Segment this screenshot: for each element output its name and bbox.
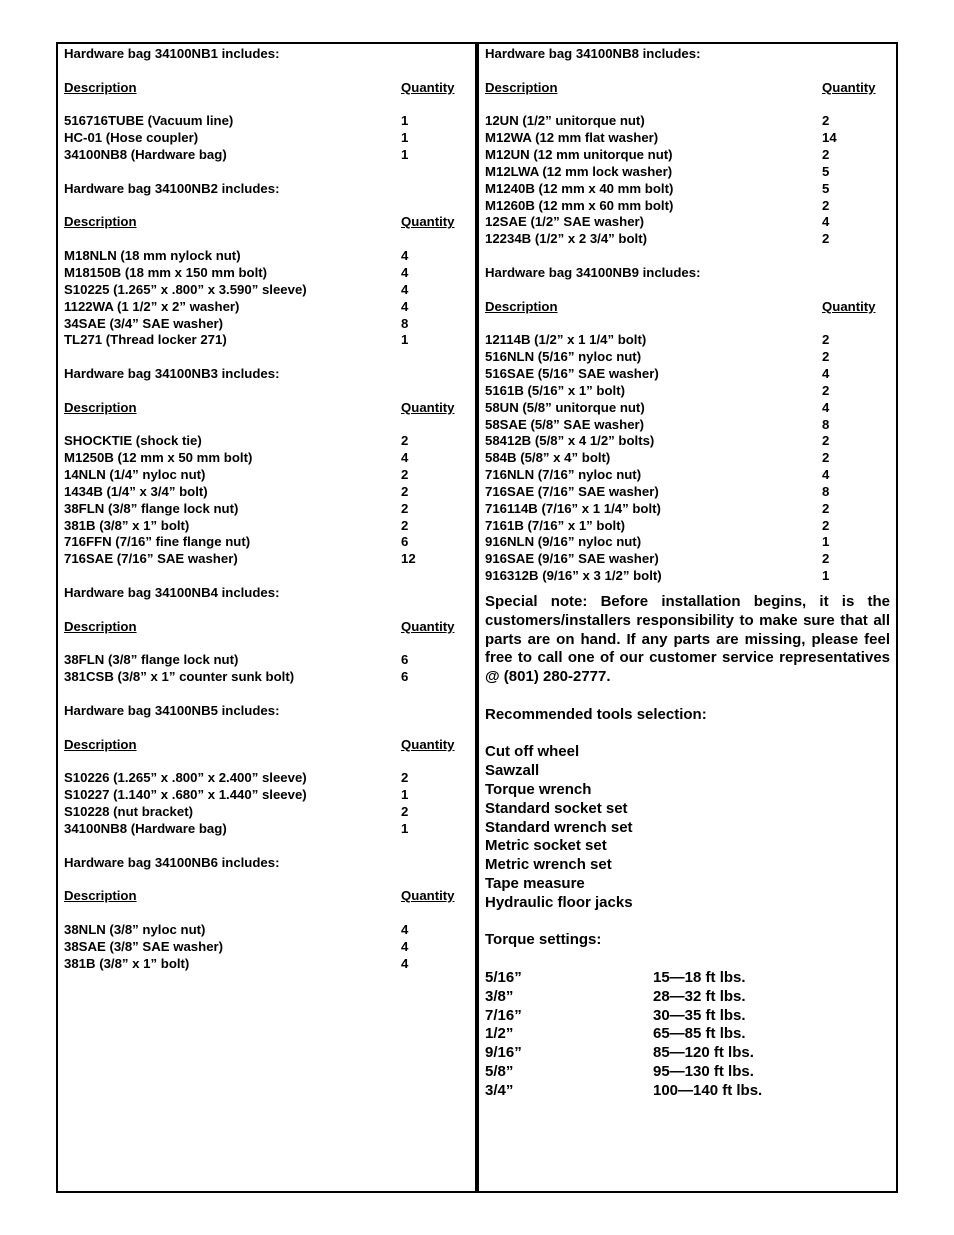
item-quantity: 2 [401, 433, 409, 449]
description-header: Description [64, 618, 137, 634]
quantity-header: Quantity [822, 298, 876, 314]
item-quantity: 8 [822, 483, 830, 499]
list-item [485, 551, 890, 568]
torque-value: 15—18 ft lbs. [653, 968, 746, 986]
item-quantity: 2 [822, 433, 830, 449]
item-description: 381CSB (3/8” x 1” counter sunk bolt) [64, 669, 295, 685]
torque-row [485, 1007, 890, 1026]
list-item [485, 383, 890, 400]
tool-item: Metric wrench set [485, 856, 612, 874]
item-description: 12UN (1/2” unitorque nut) [485, 113, 645, 129]
list-item [64, 821, 464, 838]
item-description: 716SAE (7/16” SAE washer) [64, 551, 238, 567]
item-quantity: 4 [401, 938, 409, 954]
item-quantity: 1 [401, 332, 409, 348]
quantity-header: Quantity [401, 79, 455, 95]
list-item [64, 147, 464, 164]
torque-value: 28—32 ft lbs. [653, 987, 746, 1005]
torque-value: 65—85 ft lbs. [653, 1025, 746, 1043]
item-quantity: 2 [822, 332, 830, 348]
section-title: Hardware bag 34100NB6 includes: [64, 854, 280, 870]
torque-size: 5/16” [485, 968, 522, 986]
list-item [64, 770, 464, 787]
tools-title: Recommended tools selection: [485, 705, 707, 723]
description-header: Description [64, 736, 137, 752]
item-description: HC-01 (Hose coupler) [64, 130, 199, 146]
torque-value: 100—140 ft lbs. [653, 1081, 763, 1099]
item-quantity: 2 [401, 803, 409, 819]
item-description: 5161B (5/16” x 1” bolt) [485, 382, 625, 398]
item-description: M18NLN (18 mm nylock nut) [64, 248, 241, 264]
tool-item: Standard wrench set [485, 818, 633, 836]
item-description: 38SAE (3/8” SAE washer) [64, 938, 224, 954]
item-description: S10225 (1.265” x .800” x 3.590” sleeve) [64, 281, 307, 297]
list-item [485, 568, 890, 585]
hardware-bag-section [64, 46, 464, 181]
list-item [64, 248, 464, 265]
tool-item: Hydraulic floor jacks [485, 893, 633, 911]
list-item [485, 214, 890, 231]
torque-size: 9/16” [485, 1044, 522, 1062]
list-item [64, 450, 464, 467]
torque-size: 3/8” [485, 987, 514, 1005]
item-description: 58SAE (5/8” SAE washer) [485, 416, 645, 432]
list-item [485, 534, 890, 551]
torque-row [485, 1025, 890, 1044]
list-item [64, 787, 464, 804]
item-description: M12UN (12 mm unitorque nut) [485, 147, 673, 163]
tool-item: Torque wrench [485, 780, 592, 798]
torque-row [485, 1063, 890, 1082]
item-quantity: 6 [401, 534, 409, 550]
item-quantity: 2 [822, 551, 830, 567]
column-header-row [64, 737, 464, 754]
list-item [64, 130, 464, 147]
torque-row [485, 1044, 890, 1063]
hardware-bag-section [485, 265, 890, 585]
item-description: 516716TUBE (Vacuum line) [64, 113, 234, 129]
list-item [64, 433, 464, 450]
item-description: 58UN (5/8” unitorque nut) [485, 399, 645, 415]
description-header: Description [485, 79, 558, 95]
column-header-row [64, 400, 464, 417]
item-description: M12WA (12 mm flat washer) [485, 130, 659, 146]
item-description: 12234B (1/2” x 2 3/4” bolt) [485, 231, 647, 247]
list-item [64, 282, 464, 299]
torque-value: 95—130 ft lbs. [653, 1062, 754, 1080]
item-description: 716NLN (7/16” nyloc nut) [485, 467, 642, 483]
list-item [64, 551, 464, 568]
section-title: Hardware bag 34100NB1 includes: [64, 46, 280, 61]
item-quantity: 12 [401, 551, 416, 567]
torque-size: 5/8” [485, 1062, 514, 1080]
list-item [64, 113, 464, 130]
item-description: M1240B (12 mm x 40 mm bolt) [485, 180, 674, 196]
item-description: M18150B (18 mm x 150 mm bolt) [64, 264, 268, 280]
item-quantity: 2 [822, 382, 830, 398]
item-quantity: 4 [401, 298, 409, 314]
tool-item: Cut off wheel [485, 743, 580, 761]
item-description: 7161B (7/16” x 1” bolt) [485, 517, 625, 533]
hardware-bag-section [64, 181, 464, 366]
item-description: 584B (5/8” x 4” bolt) [485, 450, 611, 466]
quantity-header: Quantity [401, 736, 455, 752]
item-description: 916NLN (9/16” nyloc nut) [485, 534, 642, 550]
item-quantity: 6 [401, 669, 409, 685]
tool-item: Tape measure [485, 874, 585, 892]
tool-item: Sawzall [485, 762, 540, 780]
item-quantity: 4 [822, 399, 830, 415]
item-quantity: 1 [401, 147, 409, 163]
column-header-row [64, 80, 464, 97]
list-item [64, 922, 464, 939]
list-item [485, 130, 890, 147]
torque-row [485, 969, 890, 988]
section-title: Hardware bag 34100NB3 includes: [64, 366, 280, 382]
list-item [485, 400, 890, 417]
torque-title: Torque settings: [485, 931, 602, 949]
item-description: M1250B (12 mm x 50 mm bolt) [64, 450, 253, 466]
item-description: 34100NB8 (Hardware bag) [64, 147, 227, 163]
item-quantity: 4 [401, 281, 409, 297]
hardware-bag-section [64, 366, 464, 585]
item-quantity: 2 [822, 113, 830, 129]
item-quantity: 4 [401, 248, 409, 264]
item-description: 381B (3/8” x 1” bolt) [64, 955, 190, 971]
section-title: Hardware bag 34100NB2 includes: [64, 180, 280, 196]
description-header: Description [64, 888, 137, 904]
item-quantity: 4 [401, 955, 409, 971]
item-description: 916312B (9/16” x 3 1/2” bolt) [485, 568, 662, 584]
item-quantity: 4 [822, 467, 830, 483]
tool-item: Standard socket set [485, 799, 628, 817]
list-item [485, 366, 890, 383]
torque-size: 7/16” [485, 1006, 522, 1024]
list-item [485, 484, 890, 501]
item-description: 716FFN (7/16” fine flange nut) [64, 534, 251, 550]
list-item [485, 417, 890, 434]
item-quantity: 4 [822, 214, 830, 230]
quantity-header: Quantity [401, 618, 455, 634]
item-quantity: 2 [822, 500, 830, 516]
item-quantity: 5 [822, 163, 830, 179]
item-quantity: 1 [401, 787, 409, 803]
torque-value: 85—120 ft lbs. [653, 1044, 754, 1062]
column-header-row [64, 619, 464, 636]
quantity-header: Quantity [822, 79, 876, 95]
list-item [64, 804, 464, 821]
item-description: 34100NB8 (Hardware bag) [64, 820, 227, 836]
item-quantity: 1 [822, 568, 830, 584]
list-item [64, 501, 464, 518]
list-item [64, 669, 464, 686]
item-description: 381B (3/8” x 1” bolt) [64, 517, 190, 533]
hardware-bag-section [485, 46, 890, 265]
list-item [485, 450, 890, 467]
item-description: 38NLN (3/8” nyloc nut) [64, 921, 206, 937]
list-item [485, 198, 890, 215]
item-description: 716114B (7/16” x 1 1/4” bolt) [485, 500, 661, 516]
item-description: TL271 (Thread locker 271) [64, 332, 227, 348]
item-description: 14NLN (1/4” nyloc nut) [64, 467, 206, 483]
quantity-header: Quantity [401, 214, 455, 230]
item-quantity: 2 [401, 517, 409, 533]
section-title: Hardware bag 34100NB8 includes: [485, 46, 701, 61]
list-item [485, 332, 890, 349]
item-quantity: 1 [822, 534, 830, 550]
column-header-row [485, 299, 890, 316]
section-title: Hardware bag 34100NB5 includes: [64, 702, 280, 718]
item-description: 34SAE (3/4” SAE washer) [64, 315, 224, 331]
item-quantity: 5 [822, 180, 830, 196]
item-quantity: 14 [822, 130, 837, 146]
item-description: 12SAE (1/2” SAE washer) [485, 214, 645, 230]
list-item [485, 349, 890, 366]
item-description: M1260B (12 mm x 60 mm bolt) [485, 197, 674, 213]
item-description: 716SAE (7/16” SAE washer) [485, 483, 659, 499]
torque-row [485, 1082, 890, 1101]
list-item [64, 518, 464, 535]
item-quantity: 2 [822, 517, 830, 533]
torque-value: 30—35 ft lbs. [653, 1006, 746, 1024]
tools-list [485, 743, 890, 912]
item-quantity: 6 [401, 652, 409, 668]
column-divider [475, 42, 479, 1193]
list-item [64, 652, 464, 669]
list-item [64, 265, 464, 282]
list-item [64, 939, 464, 956]
item-description: 12114B (1/2” x 1 1/4” bolt) [485, 332, 647, 348]
hardware-bag-section [64, 855, 464, 973]
list-item [485, 231, 890, 248]
item-quantity: 2 [822, 231, 830, 247]
item-quantity: 2 [822, 147, 830, 163]
column-header-row [64, 214, 464, 231]
description-header: Description [64, 214, 137, 230]
item-quantity: 4 [822, 366, 830, 382]
item-description: 516SAE (5/16” SAE washer) [485, 366, 659, 382]
list-item [64, 534, 464, 551]
item-quantity: 1 [401, 130, 409, 146]
item-description: 38FLN (3/8” flange lock nut) [64, 500, 239, 516]
item-description: 38FLN (3/8” flange lock nut) [64, 652, 239, 668]
hardware-bag-section [64, 585, 464, 703]
column-header-row [485, 80, 890, 97]
quantity-header: Quantity [401, 888, 455, 904]
item-quantity: 2 [401, 500, 409, 516]
list-item [485, 113, 890, 130]
quantity-header: Quantity [401, 399, 455, 415]
list-item [64, 316, 464, 333]
torque-row [485, 988, 890, 1007]
item-description: 1434B (1/4” x 3/4” bolt) [64, 483, 208, 499]
list-item [64, 956, 464, 973]
description-header: Description [485, 298, 558, 314]
item-quantity: 1 [401, 113, 409, 129]
tool-item: Metric socket set [485, 837, 607, 855]
item-description: S10227 (1.140” x .680” x 1.440” sleeve) [64, 787, 307, 803]
description-header: Description [64, 79, 137, 95]
item-quantity: 2 [822, 197, 830, 213]
item-description: 516NLN (5/16” nyloc nut) [485, 349, 642, 365]
list-item [485, 433, 890, 450]
hardware-bag-section [64, 703, 464, 855]
item-description: S10226 (1.265” x .800” x 2.400” sleeve) [64, 770, 307, 786]
list-item [485, 181, 890, 198]
list-item [64, 332, 464, 349]
item-description: M12LWA (12 mm lock washer) [485, 163, 673, 179]
special-note: Special note: Before installation begins, it is the customers/installers responsibility to make sure that all parts are on hand. If any parts are missing, please feel free to call one of our customer service representatives @ (801) 280-2777. [485, 593, 890, 686]
torque-size: 1/2” [485, 1025, 514, 1043]
item-description: 1122WA (1 1/2” x 2” washer) [64, 298, 240, 314]
item-quantity: 8 [401, 315, 409, 331]
list-item [485, 147, 890, 164]
description-header: Description [64, 399, 137, 415]
right-column [485, 46, 890, 1101]
item-quantity: 4 [401, 450, 409, 466]
item-quantity: 2 [401, 467, 409, 483]
section-title: Hardware bag 34100NB9 includes: [485, 264, 701, 280]
item-description: S10228 (nut bracket) [64, 803, 193, 819]
item-quantity: 2 [822, 349, 830, 365]
item-description: 916SAE (9/16” SAE washer) [485, 551, 659, 567]
section-title: Hardware bag 34100NB4 includes: [64, 585, 280, 600]
item-quantity: 2 [822, 450, 830, 466]
item-description: 58412B (5/8” x 4 1/2” bolts) [485, 433, 655, 449]
torque-size: 3/4” [485, 1081, 514, 1099]
list-item [485, 501, 890, 518]
right-hardware-lists [485, 46, 890, 585]
column-header-row [64, 888, 464, 905]
item-quantity: 8 [822, 416, 830, 432]
torque-table [485, 969, 890, 1101]
item-quantity: 4 [401, 264, 409, 280]
list-item [485, 467, 890, 484]
list-item [64, 484, 464, 501]
list-item [485, 518, 890, 535]
item-quantity: 4 [401, 921, 409, 937]
item-quantity: 1 [401, 820, 409, 836]
list-item [64, 299, 464, 316]
item-quantity: 2 [401, 483, 409, 499]
left-column [64, 46, 464, 972]
list-item [64, 467, 464, 484]
list-item [485, 164, 890, 181]
item-description: SHOCKTIE (shock tie) [64, 433, 202, 449]
item-quantity: 2 [401, 770, 409, 786]
